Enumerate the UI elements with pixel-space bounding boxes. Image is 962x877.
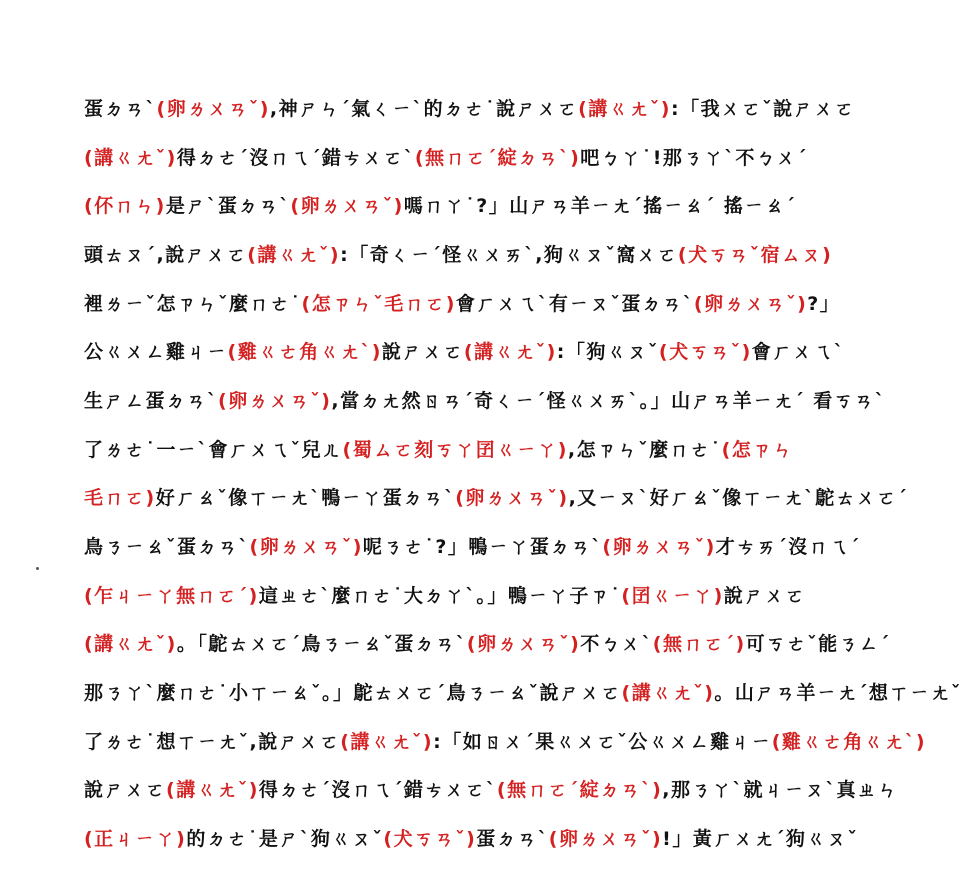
taiwanese-annotation: (講ㄍㄤˇ)	[247, 243, 341, 266]
text-line	[84, 473, 909, 522]
taiwanese-annotation: (正ㄐㄧㄚ)	[84, 828, 187, 851]
taiwanese-annotation: (雞ㄍㄜ角ㄍㄤˋ)	[227, 341, 382, 364]
text-line	[84, 375, 886, 424]
text-line	[84, 765, 898, 814]
taiwanese-annotation: (講ㄍㄤˇ)	[166, 779, 259, 802]
taiwanese-annotation: (卵ㄌㄨㄢˇ)	[693, 292, 808, 315]
text-line	[84, 521, 861, 570]
mandarin-text: 了ㄌㄜ˙一ㄧˋ會ㄏㄨㄟˇ兒ㄦ	[84, 438, 343, 461]
mandarin-text: 蛋ㄉㄢˋ	[476, 828, 549, 851]
taiwanese-annotation: (犬ㄎㄢˇ)	[658, 341, 752, 364]
text-line	[84, 132, 808, 181]
taiwanese-annotation: (伓ㄇㄣ)	[84, 195, 166, 218]
mandarin-text: ,神ㄕㄣˊ氣ㄑㄧˋ的ㄉㄜ˙說ㄕㄨㄛ	[269, 97, 579, 120]
taiwanese-annotation: (講ㄍㄤˇ)	[340, 730, 434, 753]
mandarin-text: 是ㄕˋ蛋ㄉㄢˋ	[165, 195, 291, 218]
mandarin-text: :「如ㄖㄨˊ果ㄍㄨㄛˇ公ㄍㄨㄥ雞ㄐㄧ	[433, 730, 772, 753]
taiwanese-annotation: (卵ㄌㄨㄢˇ)	[466, 633, 581, 656]
taiwanese-annotation: (卵ㄌㄨㄢˇ)	[218, 389, 332, 412]
story-text	[84, 83, 962, 862]
text-line	[84, 278, 841, 327]
text-line	[84, 716, 927, 765]
mandarin-text: 會ㄏㄨㄟˋ有ㄧㄡˇ蛋ㄉㄢˋ	[455, 292, 694, 315]
taiwanese-annotation: (無ㄇㄛˊ)	[652, 633, 746, 656]
mandarin-text: 的ㄉㄜ˙是ㄕˋ狗ㄍㄡˇ	[186, 828, 384, 851]
mandarin-text: 得ㄉㄜˊ沒ㄇㄟˊ錯ㄘㄨㄛˋ	[258, 779, 497, 802]
mandarin-text: :「我ㄨㄛˇ說ㄕㄨㄛ	[670, 97, 856, 120]
taiwanese-annotation: (卵ㄌㄨㄢˇ)	[156, 97, 270, 120]
taiwanese-annotation: (講ㄍㄤˇ)	[578, 97, 671, 120]
mandarin-text: 會ㄏㄨㄟˋ	[751, 341, 845, 364]
taiwanese-annotation: (卵ㄌㄨㄢˇ)	[602, 536, 716, 559]
margin-dot	[36, 567, 39, 570]
text-line	[84, 424, 794, 473]
mandarin-text: :「奇ㄑㄧˊ怪ㄍㄨㄞˋ,狗ㄍㄡˇ窩ㄨㄛ	[340, 243, 678, 266]
taiwanese-annotation: 毛ㄇㄛ)	[84, 487, 156, 510]
mandarin-text: 了ㄌㄜ˙想ㄒㄧㄤˇ,說ㄕㄨㄛ	[84, 730, 341, 753]
taiwanese-annotation: (犬ㄎㄢˇ宿ㄙㄡ)	[677, 243, 833, 266]
taiwanese-annotation: (講ㄍㄤˇ)	[463, 341, 557, 364]
text-line	[84, 326, 845, 375]
mandarin-text: 可ㄎㄜˇ能ㄋㄥˊ	[745, 633, 891, 656]
taiwanese-annotation: (乍ㄐㄧㄚ無ㄇㄛˊ)	[84, 584, 259, 607]
text-line	[84, 180, 797, 229]
mandarin-text: 說ㄕㄨㄛ	[381, 341, 464, 364]
mandarin-text: 公ㄍㄨㄥ雞ㄐㄧ	[84, 341, 228, 364]
mandarin-text: :「狗ㄍㄡˇ	[556, 341, 659, 364]
taiwanese-annotation: (講ㄍㄤˇ)	[84, 633, 177, 656]
mandarin-text: 。「鴕ㄊㄨㄛˊ鳥ㄋㄧㄠˇ蛋ㄉㄢˋ	[176, 633, 467, 656]
text-line	[84, 570, 806, 619]
text-line	[84, 667, 962, 716]
taiwanese-annotation: (講ㄍㄤˇ)	[621, 682, 715, 705]
mandarin-text: 說ㄕㄨㄛ	[84, 779, 167, 802]
taiwanese-annotation: (卵ㄌㄨㄢˇ)	[455, 487, 569, 510]
mandarin-text: 生ㄕㄥ蛋ㄉㄢˋ	[84, 389, 219, 412]
mandarin-text: ,當ㄉㄤ然ㄖㄢˊ奇ㄑㄧˊ怪ㄍㄨㄞˋ。」山ㄕㄢ羊ㄧㄤˊ 看ㄎㄢˋ	[331, 389, 886, 412]
mandarin-text: 好ㄏㄠˇ像ㄒㄧㄤˋ鴨ㄧㄚ蛋ㄉㄢˋ	[155, 487, 456, 510]
taiwanese-annotation: (講ㄍㄤˇ)	[84, 146, 177, 169]
mandarin-text: 嗎ㄇㄚ˙?」山ㄕㄢ羊ㄧㄤˊ搖ㄧㄠˊ 搖ㄧㄠˊ	[403, 195, 797, 218]
taiwanese-annotation: (怎ㄗㄣˇ毛ㄇㄛ)	[301, 292, 456, 315]
taiwanese-annotation: (無ㄇㄛˊ綻ㄉㄢˋ)	[414, 146, 581, 169]
mandarin-text: 不ㄅㄨˋ	[580, 633, 653, 656]
mandarin-text: 說ㄕㄨㄛ	[723, 584, 806, 607]
mandarin-text: ,怎ㄗㄣˇ麼ㄇㄜ˙	[567, 438, 722, 461]
taiwanese-annotation: (卵ㄌㄨㄢˇ)	[249, 536, 363, 559]
taiwanese-annotation: (囝ㄍㄧㄚ)	[621, 584, 724, 607]
mandarin-text: ?」	[807, 292, 841, 315]
mandarin-text: 頭ㄊㄡˊ,說ㄕㄨㄛ	[84, 243, 248, 266]
mandarin-text: ,那ㄋㄚˋ就ㄐㄧㄡˋ真ㄓㄣ	[662, 779, 898, 802]
mandarin-text: 呢ㄋㄜ˙?」鴨ㄧㄚ蛋ㄉㄢˋ	[362, 536, 603, 559]
text-line	[84, 229, 833, 278]
text-line	[84, 619, 891, 668]
taiwanese-annotation: (卵ㄌㄨㄢˇ)	[290, 195, 404, 218]
mandarin-text: 這ㄓㄜˋ麼ㄇㄜ˙大ㄉㄚˋ。」鴨ㄧㄚ子ㄗ˙	[258, 584, 622, 607]
mandarin-text: 才ㄘㄞˊ沒ㄇㄟˊ	[715, 536, 861, 559]
taiwanese-annotation: (雞ㄍㄜ角ㄍㄤˋ)	[771, 730, 927, 753]
taiwanese-annotation: (怎ㄗㄣ	[721, 438, 794, 461]
mandarin-text: 那ㄋㄚˋ麼ㄇㄜ˙小ㄒㄧㄠˇ。」鴕ㄊㄨㄛˊ鳥ㄋㄧㄠˇ說ㄕㄨㄛ	[84, 682, 622, 705]
mandarin-text: !」黃ㄏㄨㄤˊ狗ㄍㄡˇ	[662, 828, 859, 851]
mandarin-text: 裡ㄌㄧˇ怎ㄗㄣˇ麼ㄇㄜ˙	[84, 292, 302, 315]
mandarin-text: 。山ㄕㄢ羊ㄧㄤˊ想ㄒㄧㄤˇ	[714, 682, 962, 705]
mandarin-text: ,又ㄧㄡˋ好ㄏㄠˇ像ㄒㄧㄤˋ鴕ㄊㄨㄛˊ	[568, 487, 909, 510]
taiwanese-annotation: (無ㄇㄛˊ綻ㄉㄢˋ)	[496, 779, 663, 802]
text-line	[84, 83, 856, 132]
mandarin-text: 蛋ㄉㄢˋ	[84, 97, 157, 120]
mandarin-text: 得ㄉㄜˊ沒ㄇㄟˊ錯ㄘㄨㄛˋ	[176, 146, 415, 169]
mandarin-text: 鳥ㄋㄧㄠˇ蛋ㄉㄢˋ	[84, 536, 250, 559]
taiwanese-annotation: (蜀ㄙㄛ刻ㄎㄚ囝ㄍㄧㄚ)	[342, 438, 568, 461]
taiwanese-annotation: (卵ㄌㄨㄢˇ)	[548, 828, 663, 851]
mandarin-text: 吧ㄅㄚ˙!那ㄋㄚˋ不ㄅㄨˊ	[580, 146, 808, 169]
text-line	[84, 813, 859, 862]
taiwanese-annotation: (犬ㄎㄢˇ)	[383, 828, 477, 851]
